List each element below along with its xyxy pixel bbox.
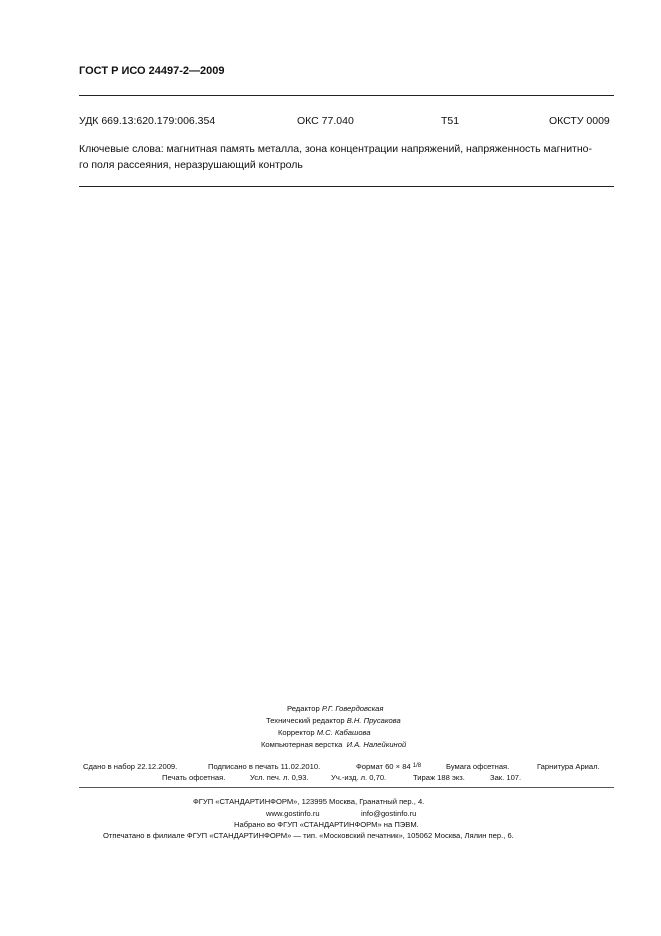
layout-name: И.А. Налейкиной [346, 740, 407, 749]
order: Зак. 107. [490, 773, 522, 782]
print-divider [79, 787, 614, 788]
uch: Уч.-изд. л. 0,70. [331, 773, 387, 782]
signed: Подписано в печать 11.02.2010. [208, 762, 321, 771]
font-info: Гарнитура Ариал. [537, 762, 600, 771]
t-code: Т51 [441, 115, 460, 127]
udk-code: УДК 669.13:620.179:006.354 [79, 115, 216, 127]
usl: Усл. печ. л. 0,93. [250, 773, 309, 782]
top-divider [79, 95, 614, 96]
okstu-code: ОКСТУ 0009 [549, 115, 610, 127]
editor-name: Р.Г. Говердовская [321, 704, 384, 713]
editor-line: Редактор Р.Г. Говердовская [287, 704, 384, 713]
run: Тираж 188 экз. [413, 773, 465, 782]
oks-code: ОКС 77.040 [297, 115, 354, 127]
standard-number: ГОСТ Р ИСО 24497-2—2009 [79, 65, 225, 77]
format: Формат 60 × 84 $^{1/8}$ [356, 762, 422, 771]
publisher-line-4: Отпечатано в филиале ФГУП «СТАНДАРТИНФОРМ» — тип. «Московский печатник», 105062 Москва, Лялин пер., 6. [103, 831, 514, 840]
publisher-web: www.gostinfo.ru [266, 809, 320, 818]
submitted: Сдано в набор 22.12.2009. [83, 762, 178, 771]
keywords-block [79, 141, 617, 173]
paper: Бумага офсетная. [446, 762, 510, 771]
keywords-line-2: го поля рассеяния, неразрушающий контроль [79, 159, 303, 171]
layout-line: Компьютерная верстка И.А. Налейкиной [261, 740, 407, 749]
publisher-line-1: ФГУП «СТАНДАРТИНФОРМ», 123995 Москва, Гранатный пер., 4. [193, 797, 425, 806]
tech-editor-line: Технический редактор В.Н. Прусакова [266, 716, 401, 725]
corrector-name: М.С. Кабашова [316, 728, 371, 737]
keywords-line-1: Ключевые слова: магнитная память металла, зона концентрации напряжений, напряженность магнитно- [79, 143, 593, 155]
publisher-line-3: Набрано во ФГУП «СТАНДАРТИНФОРМ» на ПЭВМ. [234, 820, 419, 829]
format-fraction: 1/8 [412, 763, 422, 769]
corrector-line: Корректор М.С. Кабашова [278, 728, 371, 737]
keywords-divider [79, 186, 614, 187]
tech-editor-name: В.Н. Прусакова [346, 716, 401, 725]
printing: Печать офсетная. [162, 773, 226, 782]
publisher-email: info@gostinfo.ru [361, 809, 417, 818]
